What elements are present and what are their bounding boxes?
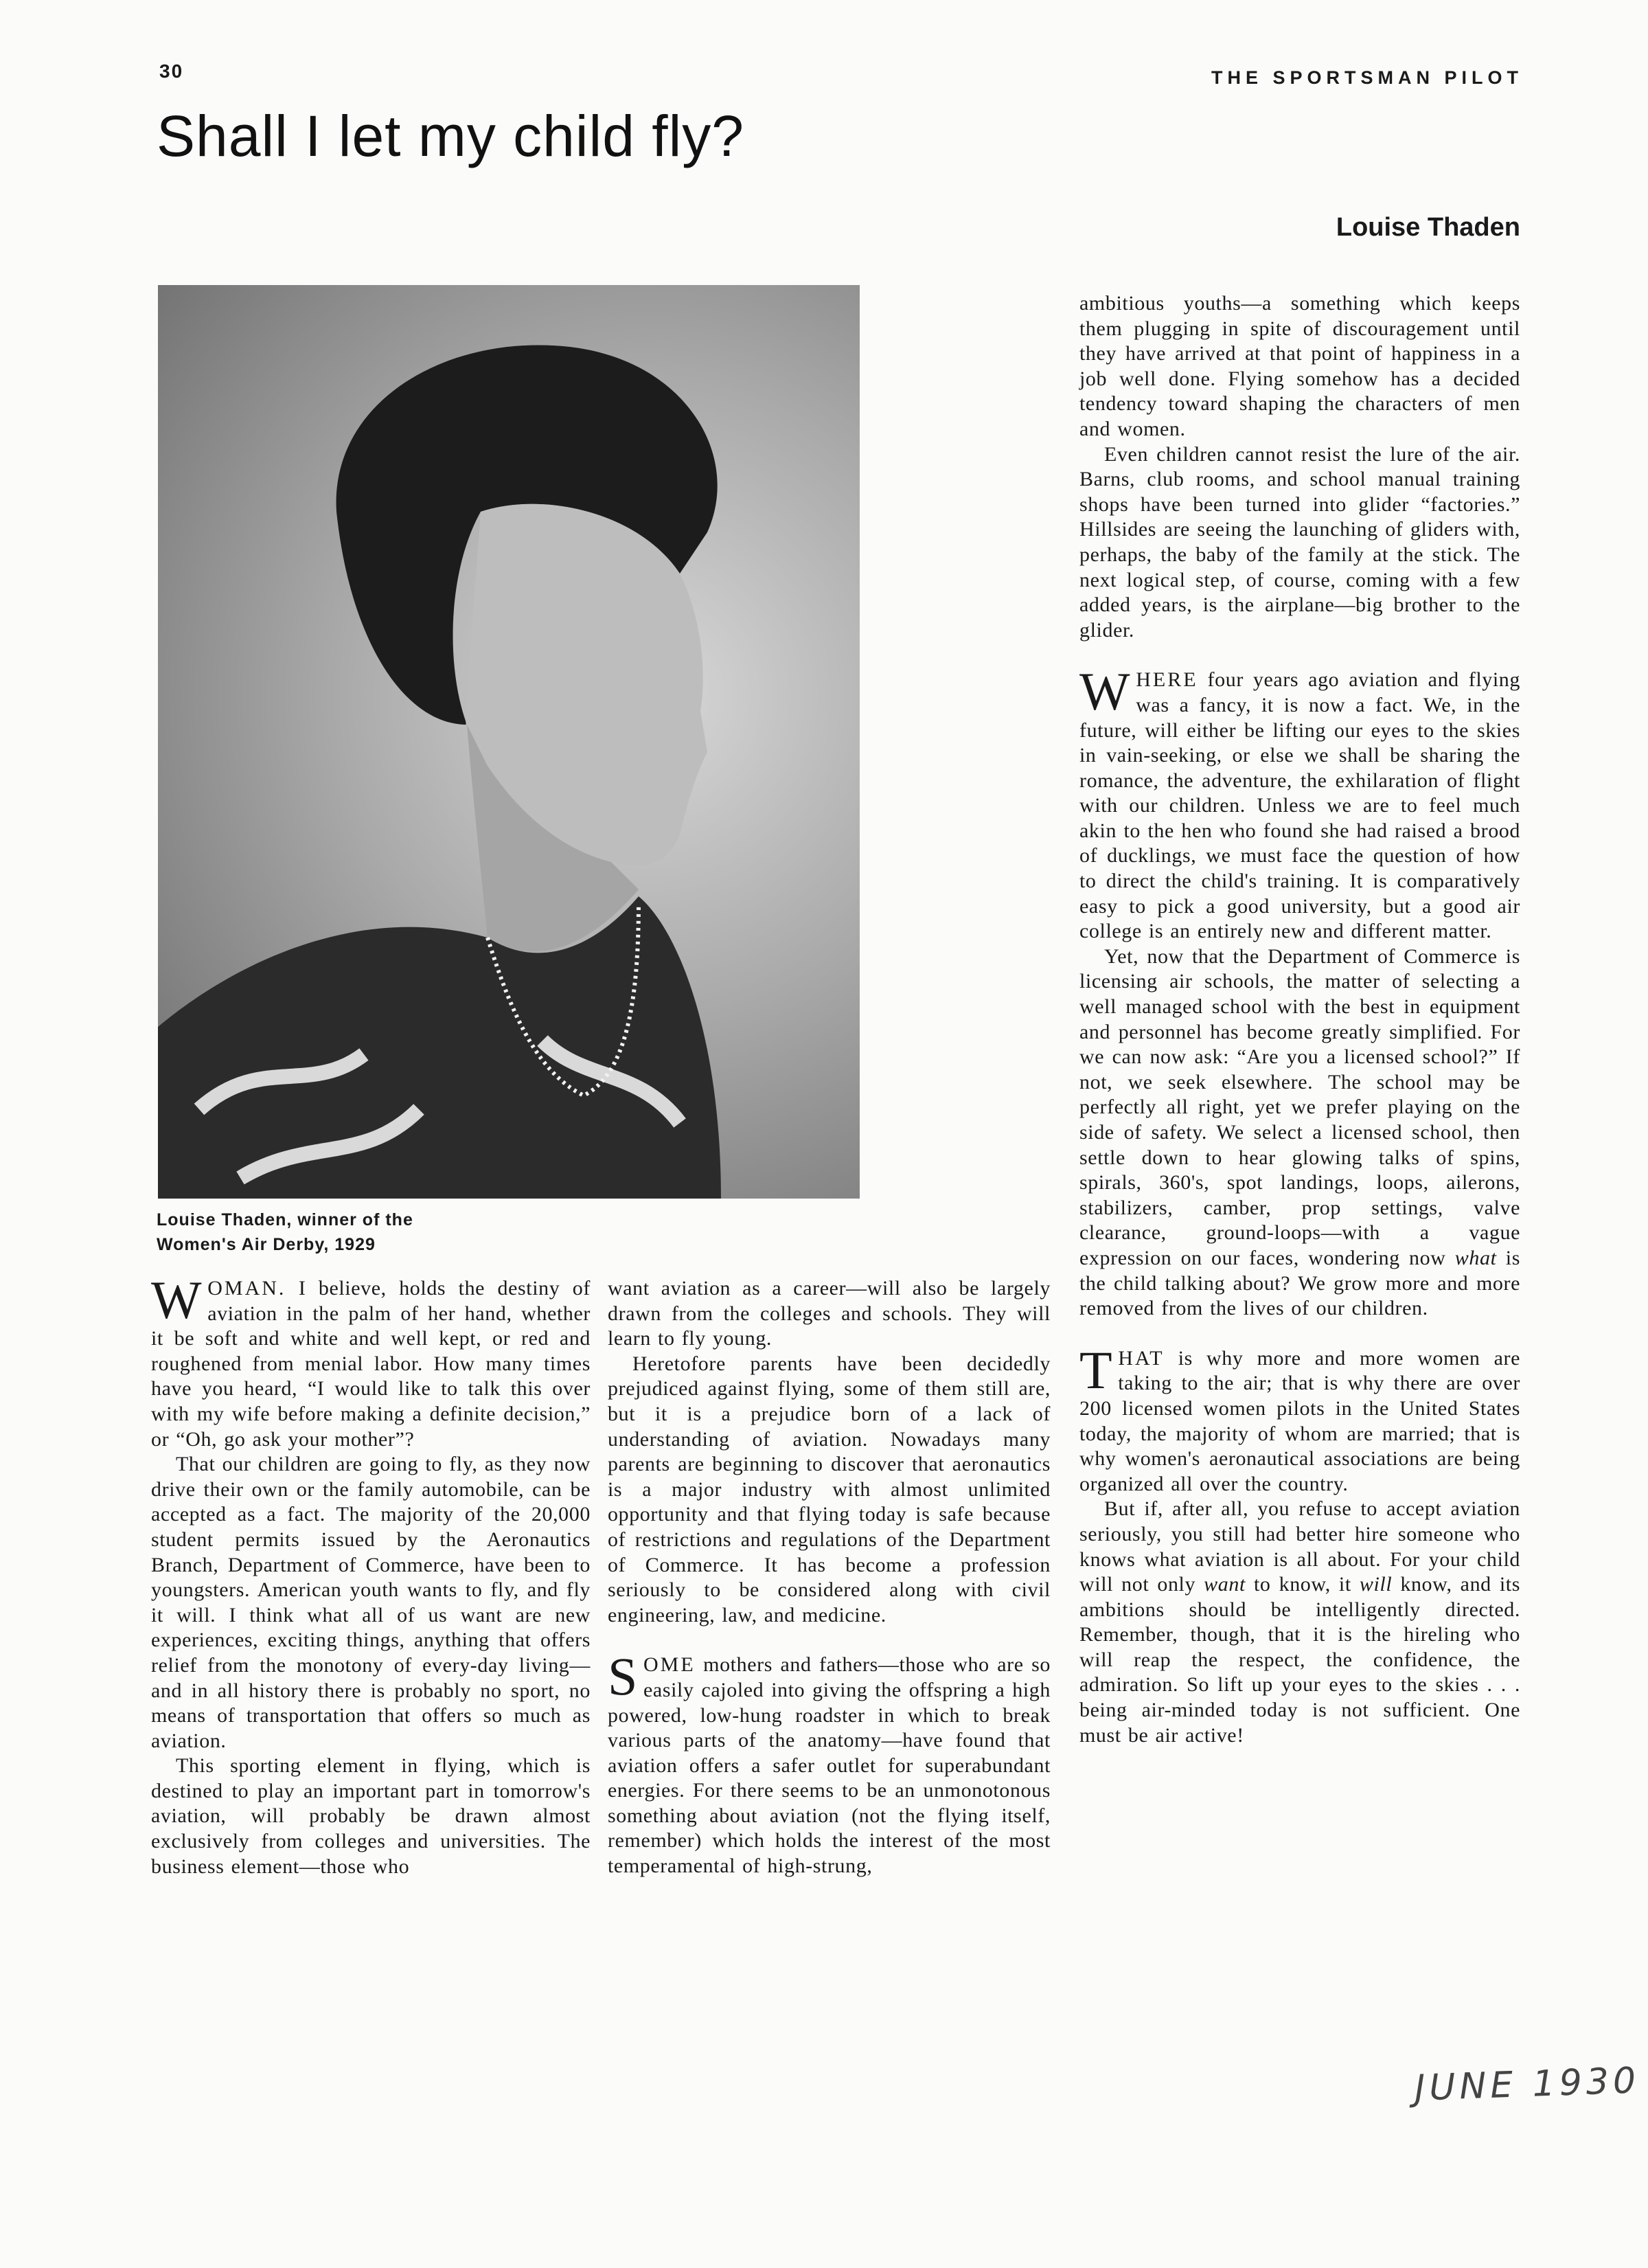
paragraph	[151, 1270, 591, 1452]
paragraph	[1079, 661, 1520, 944]
paragraph-text: is why more and more women are taking to the air; that is why there are over 200 licensed women pilots in the United States today, the majority of whom are married; that is why women's aeronautical associations are being organized all over the country.	[1079, 1346, 1520, 1495]
drop-cap: T	[1079, 1339, 1113, 1400]
paragraph-text: know, and its ambitions should be intelligently directed. Remember, though, that it is the hireling who will reap the respect, the confidence, the admiration. So lift up your eyes to the skies . . . being air-minded today is not sufficient. One must be air active!	[1079, 1573, 1520, 1747]
photo-caption	[157, 1207, 413, 1257]
lead-in: OME	[643, 1653, 696, 1677]
paragraph: That our children are going to fly, as they now drive their own or the family automobile, can be accepted as a fact. The majority of the 20,000 student permits issued by the Aeronautics Branch, Department of Commerce, have been to youngsters. American youth wants to fly, and fly it will. I think what all of us want are new experiences, exciting things, anything that offers relief from the monotony of every-day living—and in all history there is probably no sport, no means of transportation that offers so much as aviation.	[151, 1453, 591, 1752]
lead-in: HAT	[1118, 1346, 1165, 1370]
article-author: Louise Thaden	[1336, 213, 1520, 242]
article-title: Shall I let my child fly?	[157, 104, 744, 168]
handwritten-date: JUNE 1930	[1414, 2060, 1640, 2109]
paragraph	[1079, 1339, 1520, 1497]
paragraph: Heretofore parents have been decidedly prejudiced against flying, some of them still are, but it is a prejudice born of a lack of understanding of aviation. Nowadays many parents are beginning to discover that aeronautics is a major industry with almost unlimited opportunity and that flying today is safe because of restrictions and regulations of the Department of Commerce. It has become a profession seriously to be considered along with civil engineering, law, and medicine.	[608, 1352, 1051, 1626]
magazine-name: THE SPORTSMAN PILOT	[1211, 67, 1523, 88]
paragraph	[608, 1646, 1051, 1879]
paragraph-text: Yet, now that the Department of Commerce is licensing air schools, the matter of selecting a well managed school with the best in equipment and personnel has become greatly simplified. For we can now ask: “Are you a licensed school?” If not, we seek elsewhere. The school may be perfectly all right, yet we prefer playing on the side of safety. We select a licensed school, then settle down to hear glowing talks of spins, spirals, 360's, spot landings, loops, ailerons, stabilizers, camber, prop settings, valve clearance, ground-loops—with a vague expression on our faces, wondering now	[1079, 944, 1520, 1269]
paragraph: ambitious youths—a something which keeps them plugging in spite of discouragement until they have arrived at that point of happiness in a job well done. Flying somehow has a decided tendency toward shaping the characters of men and women.	[1079, 292, 1520, 440]
italic-word: what	[1454, 1246, 1497, 1269]
drop-cap: W	[1079, 661, 1131, 722]
italic-word: want	[1204, 1573, 1246, 1596]
column-2	[608, 1276, 1051, 1879]
paragraph: This sporting element in flying, which is destined to play an important part in tomorrow's aviation, will probably be drawn almost exclusively from colleges and universities. The business element—those who	[151, 1754, 591, 1878]
paragraph-text: to know, it	[1245, 1573, 1360, 1596]
paragraph: Even children cannot resist the lure of the air. Barns, club rooms, and school manual training shops have been turned into glider “factories.” Hillsides are seeing the launching of gliders with, perhaps, the baby of the family at the stick. The next logical step, of course, coming with a few added years, is the airplane—big brother to the glider.	[1079, 442, 1520, 642]
paragraph: want aviation as a career—will also be largely drawn from the colleges and schools. They will learn to fly young.	[608, 1277, 1051, 1350]
paragraph	[1079, 944, 1520, 1322]
page-number: 30	[159, 60, 184, 82]
column-3	[1079, 291, 1520, 1748]
paragraph-text: is the child talking about? We grow more and more removed from the lives of our children.	[1079, 1246, 1521, 1320]
lead-in: OMAN.	[207, 1277, 286, 1300]
column-1	[151, 1270, 591, 1879]
caption-line: Women's Air Derby, 1929	[157, 1235, 376, 1254]
drop-cap: W	[151, 1270, 203, 1330]
drop-cap: S	[608, 1646, 638, 1707]
portrait-illustration	[158, 285, 860, 1199]
caption-line: Louise Thaden, winner of the	[157, 1210, 413, 1229]
paragraph	[1079, 1497, 1520, 1748]
portrait-photo	[158, 285, 860, 1199]
paragraph-text: mothers and fathers—those who are so easily cajoled into giving the offspring a high powered, low-hung roadster in which to break various parts of the anatomy—have found that aviation offers a safer outlet for superabundant energies. For there seems to be an unmonotonous something about aviation (not the flying itself, remember) which holds the interest of the most temperamental of high-strung,	[608, 1653, 1051, 1878]
lead-in: HERE	[1136, 668, 1198, 692]
paragraph-text: four years ago aviation and flying was a fancy, it is now a fact. We, in the future, will either be lifting our eyes to the skies in vain-seeking, or else we shall be sharing the romance, the adventure, the exhilaration of flight with our children. Unless we are to feel much akin to the hen who found she had raised a brood of ducklings, we must face the question of how to direct the child's training. It is comparatively easy to pick a good university, but a good air college is an entirely new and different matter.	[1079, 668, 1520, 943]
paragraph-text: But if, after all, you refuse to accept aviation seriously, you still had better hire someone who knows what aviation is all about. For your child will not only	[1079, 1497, 1520, 1596]
italic-word: will	[1359, 1573, 1393, 1596]
paragraph-text: I believe, holds the destiny of aviation in the palm of her hand, whether it be soft and white and well kept, or red and roughened from menial labor. How many times have you heard, “I would like to talk this over with my wife before making a definite decision,” or “Oh, go ask your mother”?	[151, 1277, 591, 1451]
